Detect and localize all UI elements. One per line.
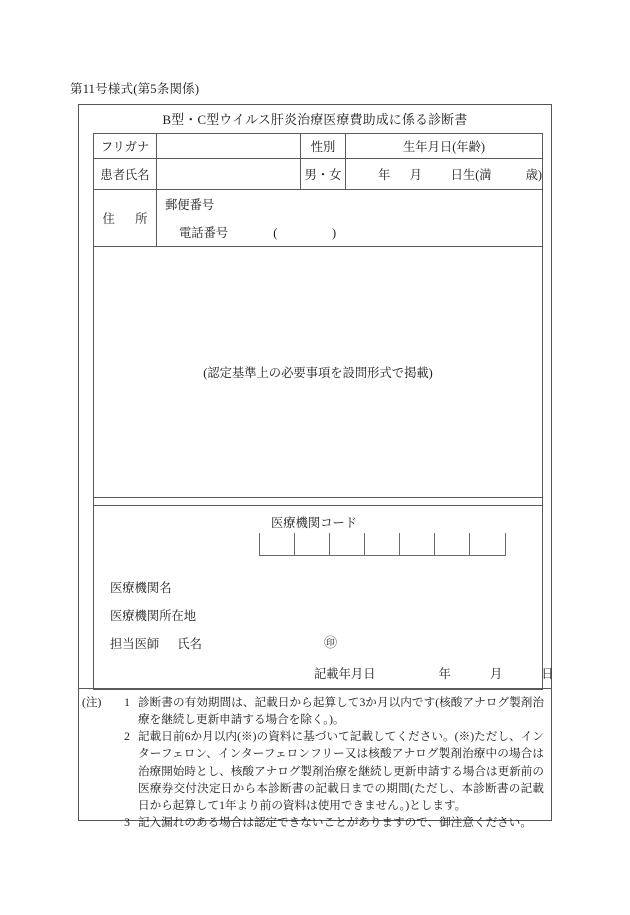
gender-label: 性別 [301, 134, 346, 159]
entry-date-day: 日 [541, 667, 554, 681]
doctor-label: 担当医師 [110, 637, 160, 651]
table-row-address [94, 190, 543, 247]
note-item [82, 694, 544, 728]
telephone-label: 電話番号 [179, 226, 229, 240]
code-cell[interactable] [400, 533, 435, 555]
birthdate-input[interactable] [346, 159, 543, 190]
postal-code-label: 郵便番号 [165, 198, 215, 212]
note-number: 1 [124, 696, 130, 709]
institution-section [94, 506, 554, 690]
birth-day-label: 日生(満 [450, 168, 492, 182]
notes-section [78, 688, 552, 830]
institution-name-label: 医療機関名 [110, 581, 172, 595]
note-number: 3 [124, 816, 130, 830]
criteria-note: (認定基準上の必要事項を設問形式で掲載) [203, 366, 433, 380]
address-label [94, 190, 157, 247]
entry-date-month: 月 [489, 667, 503, 681]
institution-address-label: 医療機関所在地 [110, 609, 197, 623]
birth-age-label: 歳) [525, 168, 542, 182]
telephone-row [179, 223, 346, 241]
address-input[interactable] [157, 190, 543, 247]
criteria-area[interactable] [94, 247, 543, 498]
table-row-name [94, 159, 543, 190]
institution-name-field[interactable] [110, 578, 172, 596]
code-cell[interactable] [435, 533, 470, 555]
entry-date-row[interactable] [314, 664, 554, 682]
furigana-input[interactable] [157, 134, 301, 159]
seal-icon: ㊞ [324, 635, 338, 650]
section-separator [94, 498, 543, 506]
furigana-label: フリガナ [94, 134, 157, 159]
institution-code-label: 医療機関コード [271, 516, 358, 530]
code-cell[interactable] [470, 533, 505, 555]
table-row-furigana [94, 134, 543, 159]
note-text: 記載日前6か月以内(※)の資料に基づいて記載してください。(※)ただし、インターフェロン、インターフェロンフリー又は核酸アナログ製剤治療中の場合は治療開始時とし、核酸アナログ製剤治療を継続し更新申請する場合は更新前の医療券交付決定日から本診断書の記載日までの期間(ただし、本診断書の記載日から起算して1年より前の資料は使用できません。)とします。 [138, 730, 544, 812]
table-row-separator [94, 498, 543, 506]
birthdate-label: 生年月日(年齢) [346, 134, 543, 159]
institution-address-field[interactable] [110, 606, 196, 624]
page-title: B型・C型ウイルス肝炎治療医療費助成に係る診断書 [162, 113, 468, 127]
form-number: 第11号様式(第5条関係) [70, 82, 200, 96]
patient-name-input[interactable] [157, 159, 301, 190]
address-label-text: 住 所 [102, 212, 152, 226]
table-row-criteria [94, 247, 543, 498]
gender-options[interactable]: 男・女 [301, 159, 346, 190]
doctor-name-field[interactable] [110, 634, 202, 652]
note-number: 2 [124, 730, 130, 744]
doctor-name-label: 氏名 [177, 637, 202, 651]
birth-month-label: 月 [409, 168, 422, 182]
telephone-paren[interactable]: ( ) [273, 226, 347, 240]
note-text: 診断書の有効期間は、記載日から起算して3か月以内です(核酸アナログ製剤治療を継続し更新申請する場合を除く。)。 [138, 696, 544, 727]
institution-code-boxes[interactable] [259, 533, 506, 556]
entry-date-year: 年 [438, 667, 451, 681]
code-cell[interactable] [330, 533, 365, 555]
patient-name-label: 患者氏名 [94, 159, 157, 190]
notes-heading: (注) [82, 696, 102, 709]
code-cell[interactable] [295, 533, 330, 555]
certificate-table [93, 133, 554, 690]
note-item [82, 728, 544, 814]
note-item [82, 814, 544, 831]
note-text: 記入漏れのある場合は認定できないことがありますので、御注意ください。 [138, 816, 532, 830]
code-cell[interactable] [365, 533, 400, 555]
table-row-institution [94, 506, 543, 690]
birth-year-label: 年 [378, 168, 391, 182]
entry-date-label: 記載年月日 [314, 667, 376, 681]
code-cell[interactable] [260, 533, 295, 555]
